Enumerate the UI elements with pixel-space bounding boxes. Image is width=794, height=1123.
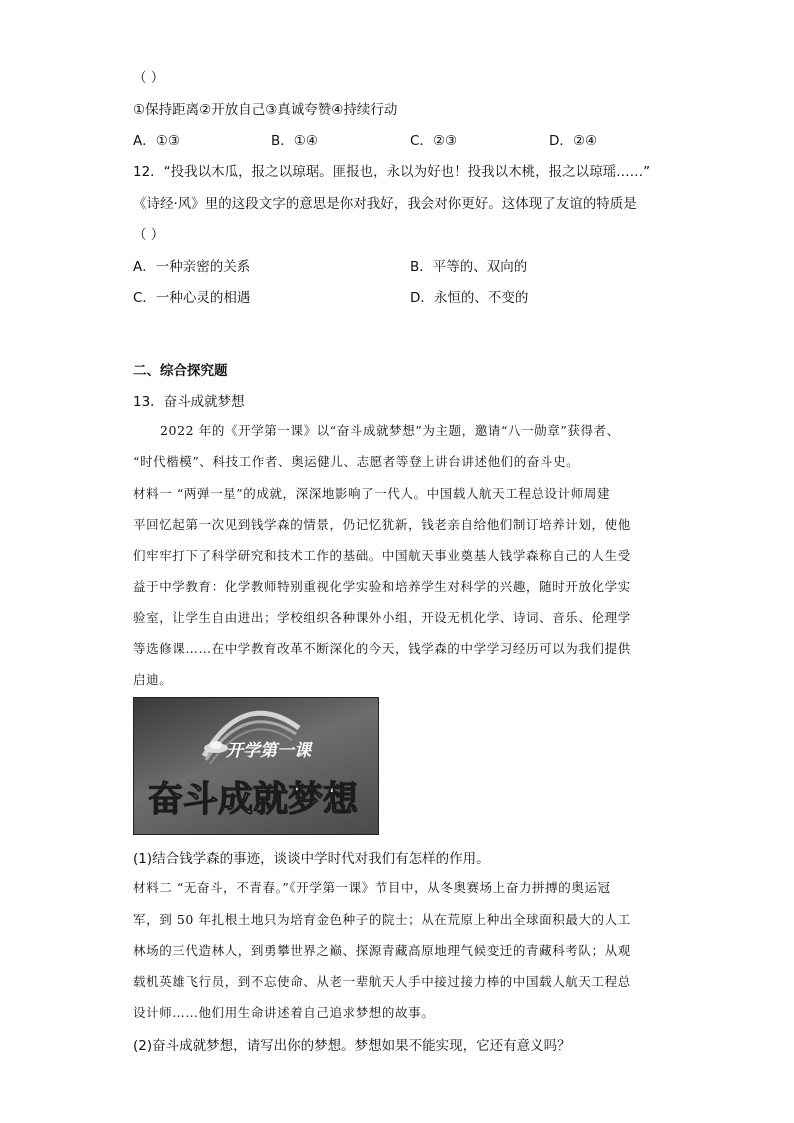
material-1-line: 启迪。	[133, 672, 173, 687]
q12-answer-paren: （ ）	[133, 227, 165, 243]
q11-option-b: B．①④	[271, 133, 318, 149]
q12-option-c: C．一种心灵的相遇	[133, 290, 251, 306]
material-2-line: 军，到 50 年扎根土地只为培育金色种子的院士；从在荒原上种出全球面积最大的人工	[133, 912, 631, 927]
q13-intro-line-2: “时代楷模”、科技工作者、奥运健儿、志愿者等登上讲台讲述他们的奋斗史。	[133, 454, 580, 469]
q12-stem-line-1: 12．“投我以木瓜，报之以琼琚。匪报也，永以为好也！投我以木桃，报之以琼瑶……”	[133, 164, 651, 180]
q11-answer-paren: （ ）	[133, 70, 165, 86]
q13-intro-line-1: 2022 年的《开学第一课》以“奋斗成就梦想”为主题，邀请“八一勋章”获得者、	[160, 423, 620, 438]
material-1-line: 等选修课……在中学教育改革不断深化的今天，钱学森的中学学习经历可以为我们提供	[133, 641, 631, 656]
kaixue-diyike-banner	[133, 697, 379, 835]
material-1-line: 们牢牢打下了科学研究和技术工作的基础。中国航天事业奠基人钱学森称自己的人生受	[133, 548, 631, 563]
q13-subquestion-1: (1)结合钱学森的事迹，谈谈中学时代对我们有怎样的作用。	[133, 851, 490, 867]
section-heading: 二、综合探究题	[133, 363, 228, 379]
material-1-line: 材料一 “两弹一星”的成就，深深地影响了一代人。中国载人航天工程总设计师周建	[133, 486, 611, 501]
banner-main-text: 奋斗成就梦想	[148, 779, 359, 820]
banner-artwork	[134, 698, 378, 834]
material-1-line: 平回忆起第一次见到钱学森的情景，仍记忆犹新，钱老亲自给他们制订培养计划，使他	[133, 517, 631, 532]
q11-option-a: A．①③	[133, 133, 180, 149]
material-2-line: 材料二 “无奋斗，不青春。”《开学第一课》节目中，从冬奥赛场上奋力拼搏的奥运冠	[133, 880, 611, 895]
q11-option-d: D．②④	[549, 133, 598, 149]
q12-stem-line-2: 《诗经·风》里的这段文字的意思是你对我好，我会对你更好。这体现了友谊的特质是	[133, 196, 637, 212]
q11-items: ①保持距离②开放自己③真诚夸赞④持续行动	[133, 102, 398, 118]
material-2-line: 林场的三代造林人，到勇攀世界之巅、探源青藏高原地理气候变迁的青藏科考队；从观	[133, 943, 631, 958]
material-2-line: 设计师……他们用生命讲述着自己追求梦想的故事。	[133, 1005, 435, 1020]
q11-option-c: C．②③	[410, 133, 458, 149]
material-1-line: 益于中学教育：化学教师特别重视化学实验和培养学生对科学的兴趣，随时开放化学实	[133, 579, 631, 594]
banner-top-text: 开学第一课	[226, 741, 311, 761]
q13-subquestion-2: (2)奋斗成就梦想，请写出你的梦想。梦想如果不能实现，它还有意义吗？	[133, 1038, 571, 1054]
q12-option-a: A．一种亲密的关系	[133, 259, 251, 275]
q12-option-b: B．平等的、双向的	[410, 259, 528, 275]
q12-option-d: D．永恒的、不变的	[410, 290, 529, 306]
q13-title: 13．奋斗成就梦想	[133, 394, 245, 410]
material-2-line: 载机英雄飞行员，到不忘使命、从老一辈航天人手中接过接力棒的中国载人航天工程总	[133, 974, 631, 989]
material-1-line: 验室，让学生自由进出；学校组织各种课外小组，开设无机化学、诗词、音乐、伦理学	[133, 610, 631, 625]
